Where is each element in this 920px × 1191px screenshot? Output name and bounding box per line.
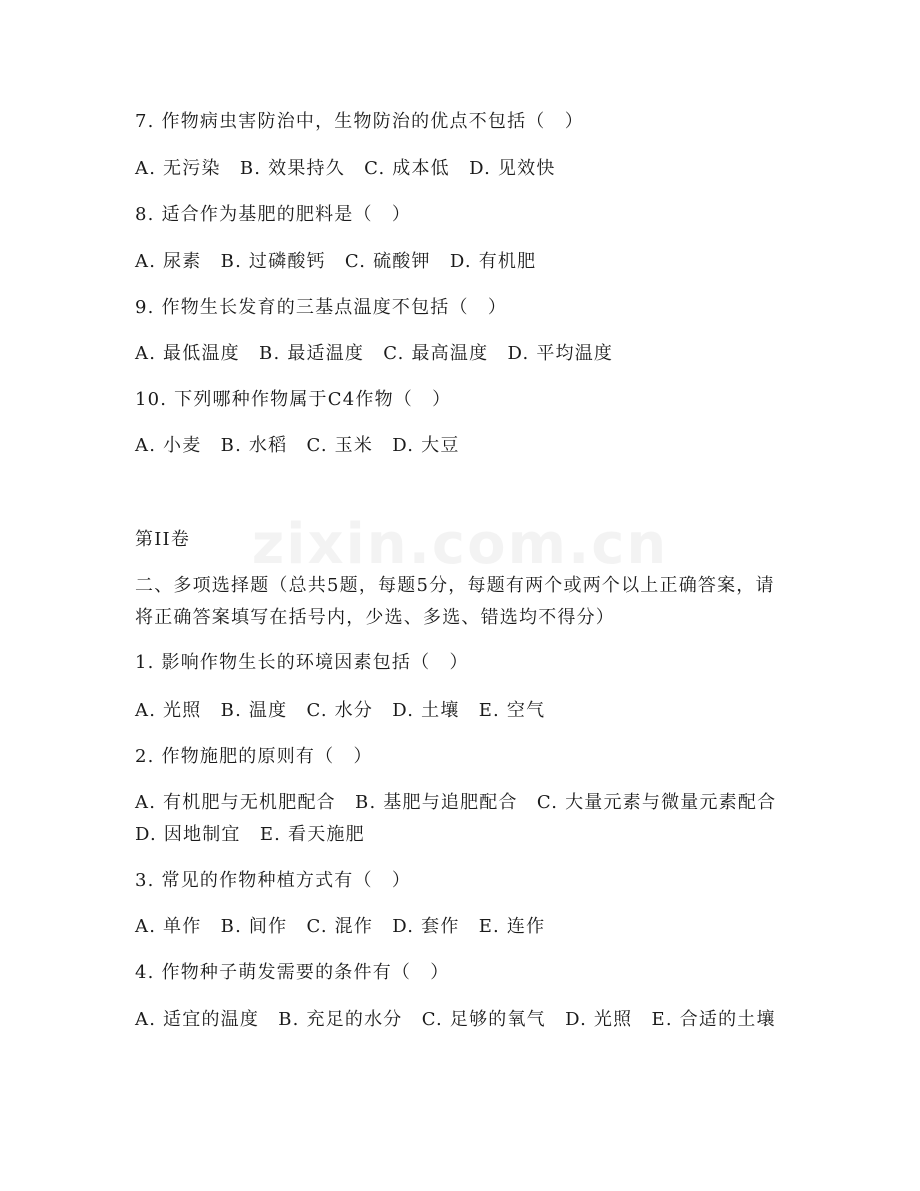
multi-question-2: 2. 作物施肥的原则有（ ） [135,746,373,767]
multi-question-2-options: A. 有机肥与无机肥配合 B. 基肥与追肥配合 C. 大量元素与微量元素配合 D. 因地制宜 E. 看天施肥 [135,792,796,845]
multi-question-4-options: A. 适宜的温度 B. 充足的水分 C. 足够的氧气 D. 光照 E. 合适的土壤 [135,1009,776,1030]
question-7-options: A. 无污染 B. 效果持久 C. 成本低 D. 见效快 [135,158,556,179]
question-8: 8. 适合作为基肥的肥料是（ ） [135,204,412,225]
question-10-options: A. 小麦 B. 水稻 C. 玉米 D. 大豆 [135,435,460,456]
section-title: 二、多项选择题（总共5题，每题5分，每题有两个或两个以上正确答案，请将正确答案填写在括号内，少选、多选、错选均不得分） [135,575,775,628]
volume-title: 第II卷 [135,529,191,550]
question-7: 7. 作物病虫害防治中，生物防治的优点不包括（ ） [135,111,584,132]
multi-question-3-options: A. 单作 B. 间作 C. 混作 D. 套作 E. 连作 [135,916,546,937]
question-9-options: A. 最低温度 B. 最适温度 C. 最高温度 D. 平均温度 [135,343,614,364]
question-8-options: A. 尿素 B. 过磷酸钙 C. 硫酸钾 D. 有机肥 [135,251,537,272]
question-9: 9. 作物生长发育的三基点温度不包括（ ） [135,297,508,318]
question-10: 10. 下列哪种作物属于C4作物（ ） [135,389,452,410]
multi-question-4: 4. 作物种子萌发需要的条件有（ ） [135,962,450,983]
multi-question-1: 1. 影响作物生长的环境因素包括（ ） [135,652,469,673]
multi-question-1-options: A. 光照 B. 温度 C. 水分 D. 土壤 E. 空气 [135,700,546,721]
multi-question-3: 3. 常见的作物种植方式有（ ） [135,870,412,891]
